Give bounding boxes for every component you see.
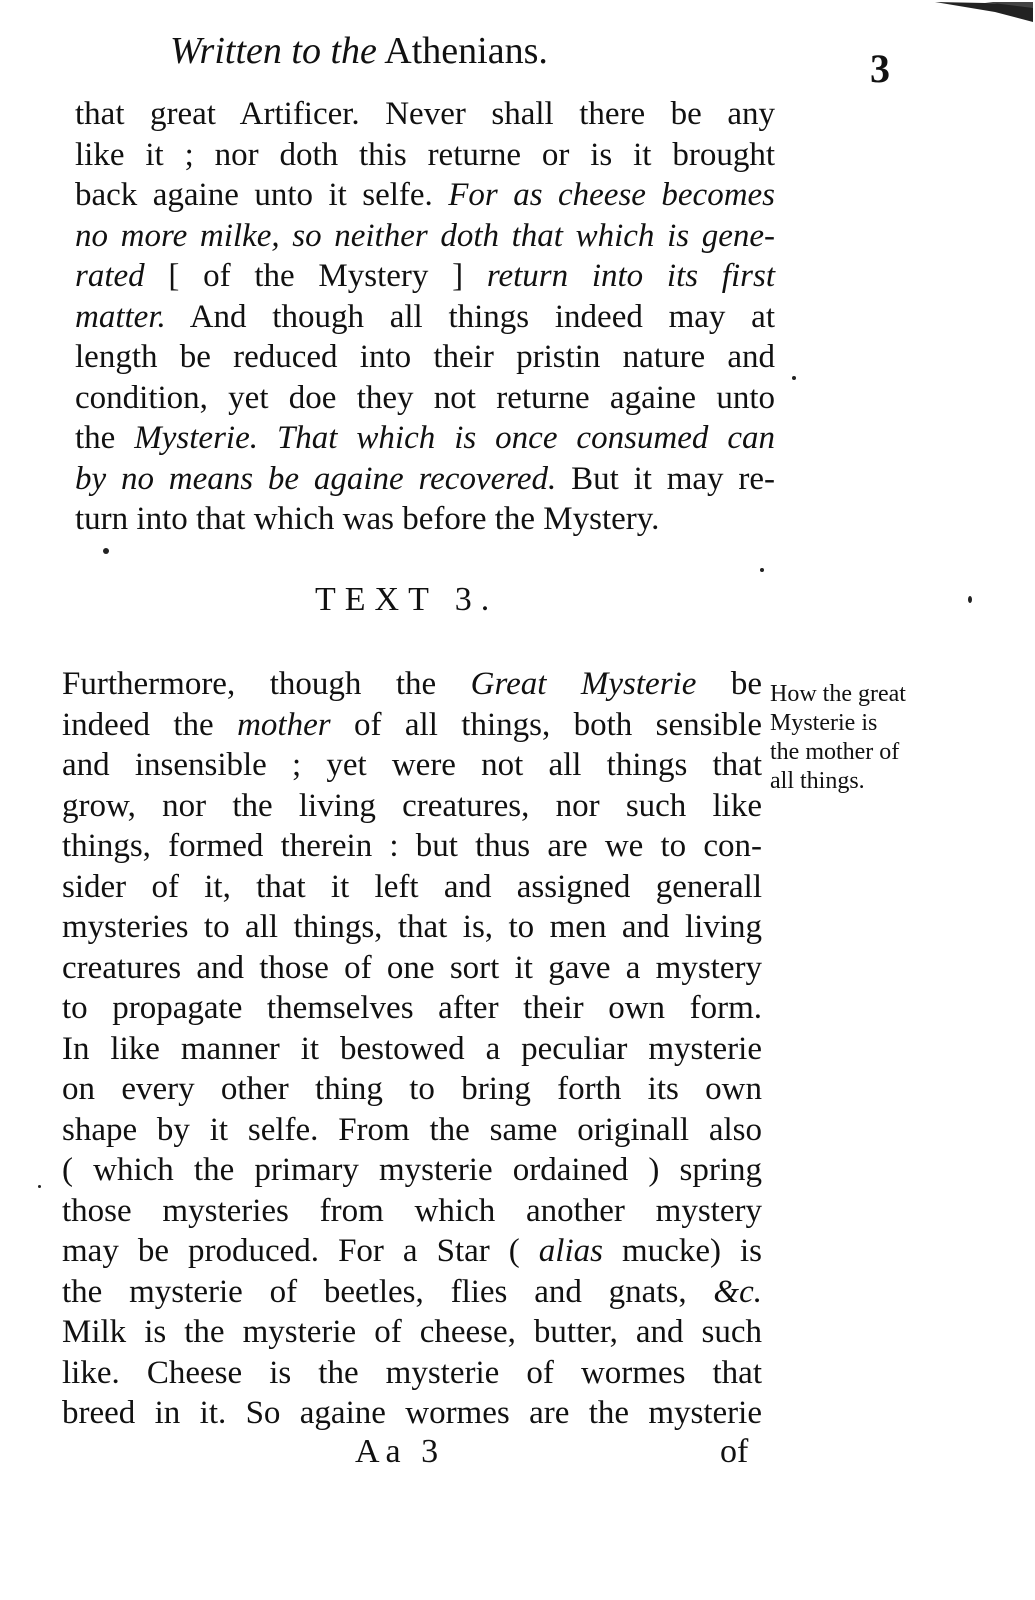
paragraph-1-line	[75, 378, 775, 419]
paragraph-1	[75, 94, 775, 540]
paragraph-2-line	[62, 907, 762, 948]
paragraph-1-line	[75, 256, 775, 297]
italic-text: alias	[538, 1233, 603, 1269]
roman-text: the mysterie of beetles, flies and gnats,	[62, 1273, 714, 1310]
paragraph-2-line	[62, 867, 762, 908]
ink-speck	[792, 376, 796, 380]
roman-text: that great Artificer. Never shall there be any	[75, 96, 775, 132]
roman-text: length be reduced into their pristin nature and	[75, 339, 775, 375]
italic-text: &c.	[713, 1273, 762, 1310]
roman-text: like it ; nor doth this returne or is it brought	[75, 136, 775, 173]
roman-text: be	[696, 666, 763, 702]
paragraph-2-line	[62, 1029, 762, 1070]
paragraph-2-line	[62, 1069, 762, 1110]
roman-text: Furthermore, though the	[62, 666, 471, 702]
italic-text: Mysterie. That which is once consumed can	[134, 420, 775, 456]
italic-text: matter.	[75, 298, 166, 335]
page-number: 3	[870, 46, 890, 91]
paragraph-2-line	[62, 1393, 762, 1434]
roman-text: indeed the	[62, 706, 238, 743]
paragraph-1-line	[75, 216, 775, 257]
catchword: of	[720, 1433, 749, 1470]
italic-text: Great Mysterie	[470, 666, 697, 702]
italic-text: rated	[75, 258, 145, 294]
paragraph-1-line	[75, 499, 775, 540]
paragraph-1-line	[75, 175, 775, 216]
paragraph-2-line	[62, 1272, 762, 1313]
paragraph-2-line	[62, 1191, 762, 1232]
italic-text: For as cheese becomes	[448, 177, 776, 213]
roman-text: things, formed therein : but thus are we to con-	[62, 828, 762, 864]
paragraph-2	[62, 664, 762, 1434]
roman-text: Milk is the mysterie of cheese, butter, and such	[62, 1314, 762, 1350]
roman-text: turn into that which was before the Mystery.	[75, 501, 660, 537]
italic-text: no more milke, so neither doth that which is gene-	[75, 217, 775, 254]
roman-text: those mysteries from which another mystery	[62, 1192, 762, 1229]
paragraph-1-line	[75, 94, 775, 135]
roman-text: the	[75, 420, 135, 456]
paragraph-2-line	[62, 786, 762, 827]
margin-note-line: all things.	[770, 768, 865, 794]
running-head-roman: Athenians.	[384, 30, 548, 72]
paragraph-1-line	[75, 337, 775, 378]
margin-note-line: How the great	[770, 681, 906, 707]
roman-text: on every other thing to bring forth its own	[62, 1071, 762, 1107]
paragraph-1-line	[75, 135, 775, 176]
roman-text: to propagate themselves after their own form.	[62, 990, 762, 1026]
paragraph-2-line	[62, 705, 762, 746]
section-heading: TEXT 3.	[315, 581, 499, 618]
paragraph-2-line	[62, 988, 762, 1029]
roman-text: creatures and those of one sort it gave a mystery	[62, 949, 762, 986]
paragraph-2-line	[62, 1231, 762, 1272]
paragraph-2-line	[62, 1312, 762, 1353]
margin-note-line: Mysterie is	[770, 710, 878, 736]
roman-text: may be produced. For a Star (	[62, 1233, 539, 1269]
italic-text: by no means be againe recovered.	[75, 460, 557, 497]
ink-speck	[103, 548, 109, 554]
roman-text: [ of the Mystery ]	[144, 258, 487, 294]
roman-text: like. Cheese is the mysterie of wormes that	[62, 1354, 762, 1391]
roman-text: and insensible ; yet were not all things that	[62, 747, 762, 783]
roman-text: mysteries to all things, that is, to men and living	[62, 909, 762, 945]
roman-text: In like manner it bestowed a peculiar mysterie	[62, 1030, 762, 1067]
paragraph-2-line	[62, 1150, 762, 1191]
roman-text: of all things, both sensible	[330, 706, 763, 743]
ink-speck	[760, 568, 764, 572]
running-head-italic: Written to the	[170, 30, 377, 72]
roman-text: breed in it. So againe wormes are the mysterie	[62, 1395, 762, 1431]
paragraph-1-line	[75, 418, 775, 459]
margin-note	[770, 680, 970, 796]
roman-text: But it may re-	[556, 460, 775, 497]
roman-text: back againe unto it selfe.	[75, 177, 449, 213]
margin-note-line: the mother of	[770, 739, 900, 765]
roman-text: ( which the primary mysterie ordained ) spring	[62, 1152, 762, 1188]
ink-speck	[968, 596, 972, 603]
paragraph-2-line	[62, 948, 762, 989]
italic-text: mother	[237, 706, 331, 743]
paragraph-2-line	[62, 1110, 762, 1151]
roman-text: mucke) is	[602, 1233, 762, 1269]
roman-text: shape by it selfe. From the same originall also	[62, 1111, 762, 1148]
paragraph-2-line	[62, 664, 762, 705]
paragraph-1-line	[75, 459, 775, 500]
signature-mark: Aa 3	[355, 1433, 445, 1470]
roman-text: sider of it, that it left and assigned generall	[62, 868, 762, 905]
paragraph-2-line	[62, 745, 762, 786]
page-corner-mark	[925, 0, 1035, 30]
paragraph-2-line	[62, 826, 762, 867]
roman-text: condition, yet doe they not returne againe unto	[75, 379, 775, 416]
roman-text: grow, nor the living creatures, nor such like	[62, 787, 762, 824]
ink-speck	[38, 1185, 41, 1188]
running-head	[170, 28, 548, 74]
roman-text: And though all things indeed may at	[165, 298, 775, 335]
paragraph-1-line	[75, 297, 775, 338]
paragraph-2-line	[62, 1353, 762, 1394]
italic-text: return into its first	[486, 258, 775, 294]
